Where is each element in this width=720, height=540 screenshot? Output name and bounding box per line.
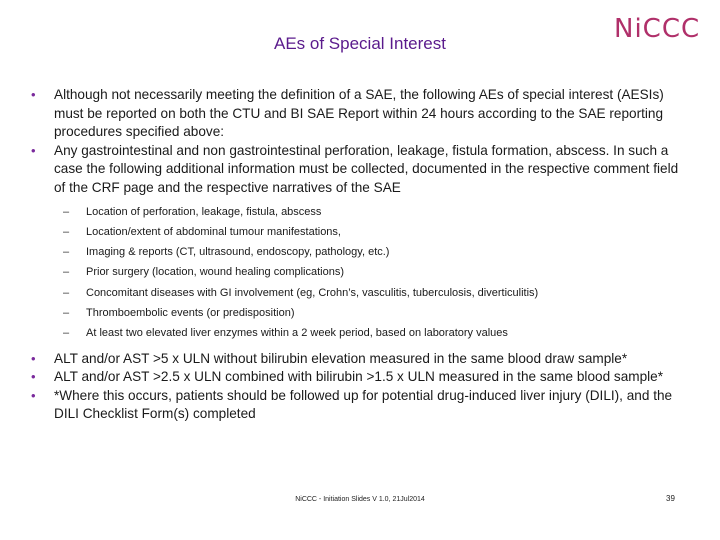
- dash-icon: –: [63, 205, 70, 218]
- bullet-icon: •: [31, 387, 36, 403]
- sub-item: [28, 202, 688, 222]
- sub-item: [28, 283, 688, 303]
- bullet-item: [28, 142, 688, 198]
- sub-item-text: At least two elevated liver enzymes within a 2 week period, based on laboratory values: [86, 327, 508, 340]
- slide-content: [28, 86, 688, 424]
- bullet-item: [28, 350, 688, 369]
- sub-item-text: Location of perforation, leakage, fistula, abscess: [86, 205, 322, 218]
- sub-item-text: Location/extent of abdominal tumour manifestations,: [86, 225, 341, 238]
- sub-item-text: Thromboembolic events (or predisposition): [86, 307, 295, 320]
- page-number: 39: [666, 494, 675, 503]
- sub-item: [28, 262, 688, 282]
- dash-icon: –: [63, 286, 70, 299]
- dash-icon: –: [63, 225, 70, 238]
- bullet-icon: •: [31, 369, 36, 385]
- niccc-logo: NiCCC: [614, 14, 701, 44]
- dash-icon: –: [63, 327, 70, 340]
- bullet-icon: •: [31, 350, 36, 366]
- bullet-icon: •: [31, 87, 36, 102]
- sub-item: [28, 323, 688, 343]
- bullet-item: [28, 368, 688, 387]
- bullet-text: Any gastrointestinal and non gastrointestinal perforation, leakage, fistula formation, abscess. In such a case the following additional information must be collected, documented in the respective comment field of the CRF page and the respective narratives of the SAE: [54, 142, 679, 195]
- bullet-text: ALT and/or AST >5 x ULN without bilirubin elevation measured in the same blood draw sample*: [54, 350, 628, 366]
- dash-icon: –: [63, 266, 70, 279]
- sub-item: [28, 242, 688, 262]
- bullet-icon: •: [31, 142, 36, 158]
- sub-item: [28, 303, 688, 323]
- dash-icon: –: [63, 307, 70, 320]
- slide-title: AEs of Special Interest: [274, 34, 446, 53]
- bullet-item: [28, 387, 688, 424]
- sub-item-text: Imaging & reports (CT, ultrasound, endoscopy, pathology, etc.): [86, 246, 390, 259]
- bullet-text: *Where this occurs, patients should be followed up for potential drug-induced liver injury (DILI), and the DILI Checklist Form(s) completed: [54, 387, 673, 422]
- sub-item-text: Concomitant diseases with GI involvement (eg, Crohn’s, vasculitis, tuberculosis, diverticulitis): [86, 286, 539, 299]
- dash-icon: –: [63, 246, 70, 259]
- sub-item-text: Prior surgery (location, wound healing complications): [86, 266, 345, 279]
- sub-item: [28, 222, 688, 242]
- bullet-text: ALT and/or AST >2.5 x ULN combined with bilirubin >1.5 x ULN measured in the same blood sample*: [54, 369, 664, 385]
- bullet-text: Although not necessarily meeting the definition of a SAE, the following AEs of special interest (AESIs) must be reported on both the CTU and BI SAE Report within 24 hours according to the SAE reporting procedures specified above:: [54, 87, 664, 140]
- sub-list: [28, 202, 688, 344]
- slide-footer: NiCCC - Initiation Slides V 1.0, 21Jul2014: [295, 496, 425, 503]
- bullet-item: [28, 86, 688, 142]
